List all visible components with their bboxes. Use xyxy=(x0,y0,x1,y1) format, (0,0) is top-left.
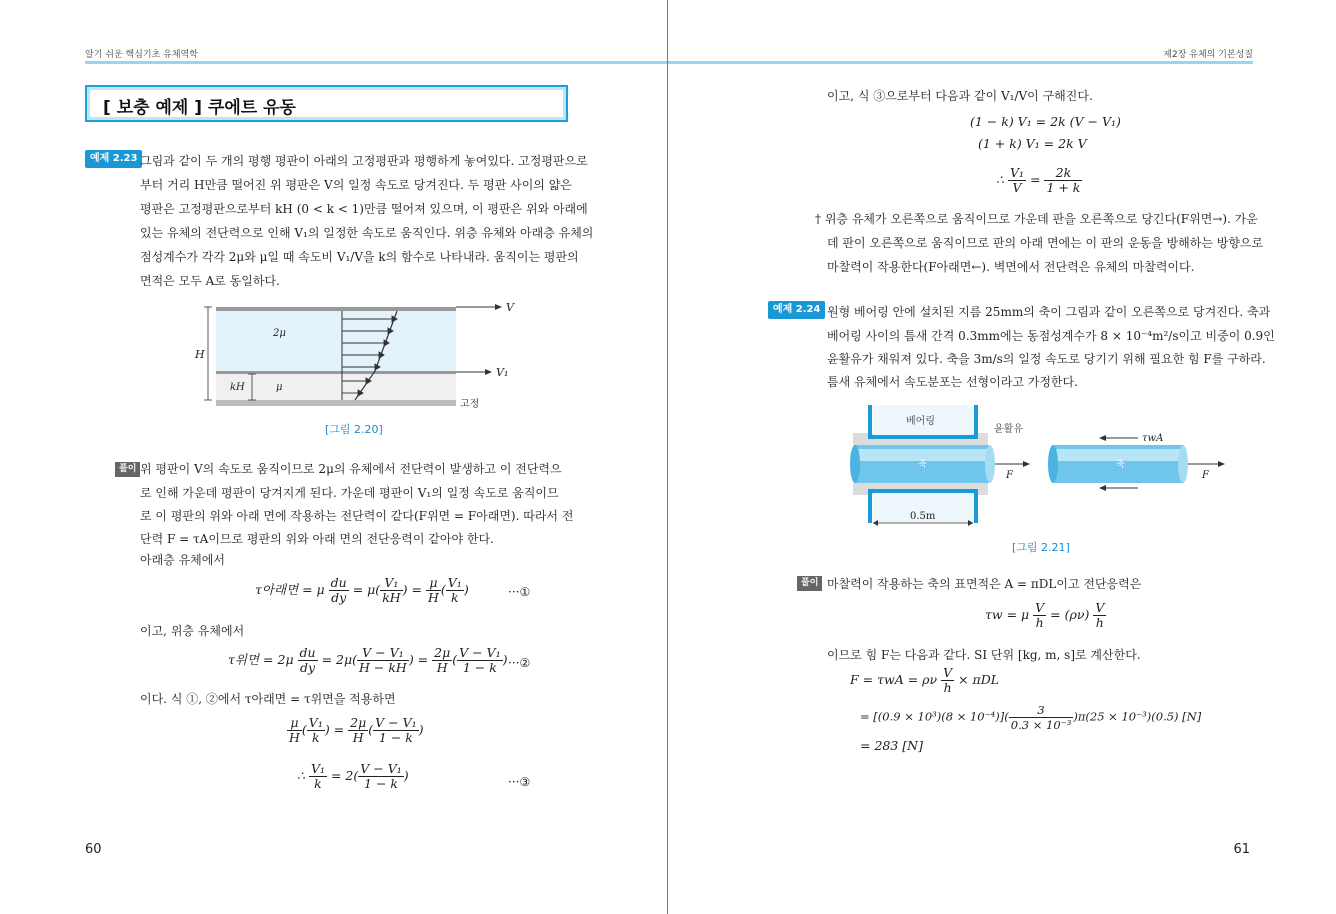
fig-label-tau: τwA xyxy=(1142,433,1164,444)
solution-badge: 풀이 xyxy=(797,576,822,591)
equation-4: ∴ $\frac{\text{V₁}}{k}$ = 2( $\frac{\text{V − V₁}}{1 - k}$ ) xyxy=(297,761,409,791)
equation-2: τ위면 = 2μ $\frac{du}{dy}$ = 2μ( $\frac{\text{V − V₁}}{H - kH}$ ) = $\frac{2\mu}{H}$ ( $\frac{\text{V − V₁}}{1 - k}$ ) xyxy=(228,645,508,675)
bearing-shaft-figure xyxy=(848,405,1233,535)
solution-badge: 풀이 xyxy=(115,462,140,477)
example-badge-2-23: 예제 2.23 xyxy=(85,150,142,168)
equation-a: (1 − k) V₁ = 2k (V − V₁) xyxy=(970,114,1121,129)
equation-number-1: ···① xyxy=(508,585,531,599)
fig-label-V1: V₁ xyxy=(496,366,509,379)
equation-1: τ아래면 = μ $\frac{du}{dy}$ = μ( $\frac{\text{V₁}}{kH}$ ) = $\frac{\mu}{H}$ ( $\frac{\text{V₁}}{k}$ ) xyxy=(255,575,469,605)
example-badge-2-24: 예제 2.24 xyxy=(768,301,825,319)
fig-label-fixed: 고정 xyxy=(460,399,480,410)
example-line: 틈새 유체에서 속도분포는 선형이라고 가정한다. xyxy=(827,375,1078,389)
force-equation-2: = [(0.9 × 10³)(8 × 10⁻⁴)]( $\frac{3}{\text{0.3 × 10⁻³}}$ )π(25 × 10⁻³)(0.5) [N] xyxy=(860,703,1202,732)
fig-label-kH: kH xyxy=(230,382,245,393)
note-line: † 위층 유체가 오른쪽으로 움직이므로 가운데 판을 오른쪽으로 당긴다(F위면→). 가운 xyxy=(815,212,1258,226)
solution-line: 로 이 평판의 위와 아래 면에 작용하는 전단력이 같다(F위면 = F아래면). 따라서 전 xyxy=(140,509,574,523)
running-header-right: 제2장 유체의 기본성질 xyxy=(1163,50,1253,60)
fig-label-F2: F xyxy=(1202,470,1209,481)
section-title: [ 보충 예제 ] 쿠에트 유동 xyxy=(103,98,296,118)
note-line: 데 판이 오른쪽으로 움직이므로 판의 아래 면에는 이 판의 운동을 방해하는 방향으로 xyxy=(827,236,1264,250)
figure-caption-2-21: [그림 2.21] xyxy=(1012,541,1070,554)
force-equation-1: F = τwA = ρν $\frac{V}{h}$ × πDL xyxy=(850,665,1000,695)
example-line: 원형 베어링 안에 설치된 지름 25mm의 축이 그림과 같이 오른쪽으로 당겨진다. 축과 xyxy=(827,305,1271,319)
force-equation-3: = 283 [N] xyxy=(860,738,923,753)
right-intro: 이고, 식 ③으로부터 다음과 같이 V₁/V이 구해진다. xyxy=(827,89,1093,103)
example-line: 그림과 같이 두 개의 평행 평판이 아래의 고정평판과 평행하게 놓여있다. 고정평판으로 xyxy=(140,154,588,168)
running-header-left: 알기 쉬운 핵심기초 유체역학 xyxy=(85,50,198,60)
fig-label-V: V xyxy=(506,301,514,314)
solution-line: 마찰력이 작용하는 축의 표면적은 A = πDL이고 전단응력은 xyxy=(827,577,1142,591)
fig-label-bearing: 베어링 xyxy=(906,416,935,427)
equation-number-3: ···③ xyxy=(508,775,531,789)
equation-c: ∴ $\frac{\text{V₁}}{V}$ = $\frac{2k}{1 + k}$ xyxy=(996,165,1081,195)
example-line: 점성계수가 각각 2μ와 μ일 때 속도비 V₁/V을 k의 함수로 나타내라. 움직이는 평판의 xyxy=(140,250,579,264)
middle-text: 이고, 위층 유체에서 xyxy=(140,624,245,638)
couette-flow-figure xyxy=(190,295,520,415)
apply-text: 이다. 식 ①, ②에서 τ아래면 = τ위면을 적용하면 xyxy=(140,692,396,706)
example-line: 평판은 고정평판으로부터 kH (0 < k < 1)만큼 떨어져 있으며, 이 평판은 위와 아래에 xyxy=(140,202,588,216)
example-line: 면적은 모두 A로 동일하다. xyxy=(140,274,280,288)
figure-caption-2-20: [그림 2.20] xyxy=(325,423,383,436)
solution-line: 이므로 힘 F는 다음과 같다. SI 단위 [kg, m, s]로 계산한다. xyxy=(827,648,1141,662)
fig-label-shaft-2: 축 xyxy=(1116,460,1125,470)
equation-3: $\frac{\mu}{H}$ ( $\frac{\text{V₁}}{k}$ ) = $\frac{2\mu}{H}$ ( $\frac{\text{V − V₁}}{1 - k}$ ) xyxy=(289,715,424,745)
fig-label-length: 0.5m xyxy=(910,511,936,522)
example-line: 윤활유가 채워져 있다. 축을 3m/s의 일정 속도로 당기기 위해 필요한 힘 F를 구하라. xyxy=(827,352,1266,366)
page-number-left: 60 xyxy=(85,842,102,857)
header-rule-left xyxy=(85,61,667,64)
solution-line: 위 평판이 V의 속도로 움직이므로 2μ의 유체에서 전단력이 발생하고 이 전단력으 xyxy=(140,462,562,476)
fig-label-F1: F xyxy=(1006,470,1013,481)
example-line: 부터 거리 H만큼 떨어진 위 평판은 V의 일정 속도로 당겨진다. 두 평판 사이의 얇은 xyxy=(140,178,572,192)
fig-label-oil: 윤활유 xyxy=(994,424,1023,435)
example-line: 있는 유체의 전단력으로 인해 V₁의 일정한 속도로 움직인다. 위층 유체와 아래층 유체의 xyxy=(140,226,594,240)
tau-equation: τw = μ $\frac{V}{h}$ = (ρν) $\frac{V}{h}$ xyxy=(985,600,1105,630)
equation-number-2: ···② xyxy=(508,656,531,670)
fig-label-shaft-1: 축 xyxy=(918,460,927,470)
fig-label-2mu: 2μ xyxy=(273,328,286,339)
spine-divider xyxy=(667,0,668,914)
equation-b: (1 + k) V₁ = 2k V xyxy=(978,136,1087,151)
solution-line: 단력 F = τA이므로 평판의 위와 아래 면의 전단응력이 같아야 한다. xyxy=(140,532,494,546)
solution-line: 로 인해 가운데 평판이 당겨지게 된다. 가운데 평판이 V₁의 일정 속도로 움직이므 xyxy=(140,486,559,500)
fig-label-mu: μ xyxy=(276,382,283,393)
header-rule-right xyxy=(668,61,1253,64)
example-line: 베어링 사이의 틈새 간격 0.3mm에는 동점성계수가 8 × 10⁻⁴m²/s이고 비중이 0.9인 xyxy=(827,329,1275,343)
note-line: 마찰력이 작용한다(F아래면←). 벽면에서 전단력은 유체의 마찰력이다. xyxy=(827,260,1195,274)
fig-label-H: H xyxy=(195,348,205,361)
section-title-box xyxy=(85,85,568,122)
solution-line: 아래층 유체에서 xyxy=(140,553,225,567)
page-number-right: 61 xyxy=(1233,842,1250,857)
